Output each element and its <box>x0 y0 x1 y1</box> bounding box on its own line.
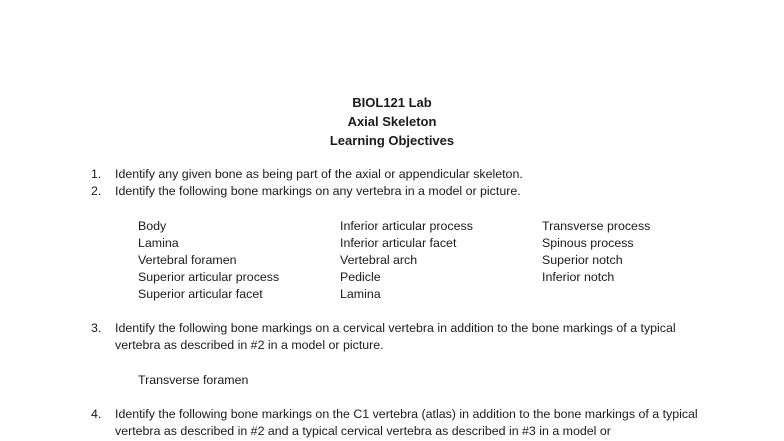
objective-number: 2. <box>91 184 102 198</box>
markings-column-3 <box>542 218 742 286</box>
marking-item: Lamina <box>340 287 381 301</box>
marking-item: Body <box>138 219 167 233</box>
marking-item: Inferior articular facet <box>340 236 457 250</box>
objective-4 <box>91 406 711 440</box>
markings-column-2 <box>340 218 540 303</box>
marking-item: Pedicle <box>340 270 381 284</box>
marking-item: Superior articular facet <box>138 287 263 301</box>
marking-item: Superior notch <box>542 253 623 267</box>
topic-title: Axial Skeleton <box>347 114 437 129</box>
objective-1 <box>91 166 711 183</box>
marking-item: Inferior articular process <box>340 219 473 233</box>
marking-item: Transverse process <box>542 219 651 233</box>
marking-item: Superior articular process <box>138 270 280 284</box>
objective-2 <box>91 183 711 200</box>
marking-item: Vertebral foramen <box>138 253 237 267</box>
markings-column-1 <box>138 218 338 303</box>
marking-item: Spinous process <box>542 236 634 250</box>
cervical-marking-item: Transverse foramen <box>138 373 249 387</box>
marking-item: Inferior notch <box>542 270 615 284</box>
marking-item: Lamina <box>138 236 179 250</box>
objective-text: Identify any given bone as being part of the axial or appendicular skeleton. <box>115 167 523 181</box>
course-title: BIOL121 Lab <box>352 95 432 110</box>
objective-number: 3. <box>91 321 102 335</box>
objective-text: Identify the following bone markings on the C1 vertebra (atlas) in addition to the bone markings of a typical vertebra as described in #2 and a typical cervical vertebra as described in #3 in a model or <box>115 407 698 438</box>
objective-number: 4. <box>91 407 102 421</box>
objectives-title: Learning Objectives <box>329 133 455 148</box>
objective-3 <box>91 320 711 354</box>
objective-text: Identify the following bone markings on a cervical vertebra in addition to the bone markings of a typical vertebra as described in #2 in a model or picture. <box>115 321 676 352</box>
objective-text: Identify the following bone markings on any vertebra in a model or picture. <box>115 184 521 198</box>
objective-number: 1. <box>91 167 102 181</box>
marking-item: Vertebral arch <box>340 253 418 267</box>
